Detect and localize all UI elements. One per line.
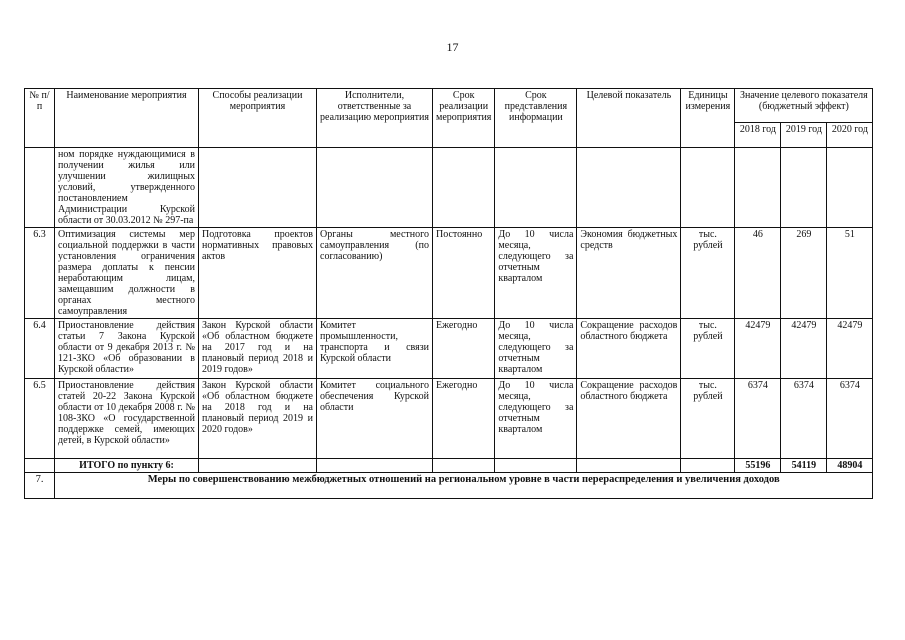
total-value-2018: 55196 <box>735 459 781 473</box>
total-value-2019: 54119 <box>781 459 827 473</box>
total-label: ИТОГО по пункту 6: <box>55 459 199 473</box>
total-empty-cell <box>25 459 55 473</box>
header-executors: Исполнители, ответственные за реализацию мероприятия <box>317 89 433 148</box>
row-value-2020 <box>827 148 873 228</box>
total-empty-cell <box>577 459 681 473</box>
row-value-2019 <box>781 148 827 228</box>
section-title: Меры по совершенствованию межбюджетных отношений на региональном уровне в части перераспределения и увеличения доходов <box>55 473 873 499</box>
row-value-2018 <box>735 148 781 228</box>
row-name: Приостановление действия статей 20-22 Закона Курской области от 10 декабря 2008 г. № 108-ЗКО «О государственной поддержке семей, имеющих детей, в Курской области» <box>55 379 199 459</box>
total-empty-cell <box>317 459 433 473</box>
row-period: Ежегодно <box>433 319 495 379</box>
row-value-2019: 42479 <box>781 319 827 379</box>
total-empty-cell <box>495 459 577 473</box>
total-value-2020: 48904 <box>827 459 873 473</box>
row-methods <box>199 148 317 228</box>
row-period: Ежегодно <box>433 379 495 459</box>
row-value-2020: 51 <box>827 228 873 319</box>
row-units <box>681 148 735 228</box>
row-methods: Закон Курской области «Об областном бюджете на 2017 год и на плановый период 2018 и 2019 годов» <box>199 319 317 379</box>
row-target: Сокращение расходов областного бюджета <box>577 319 681 379</box>
table-row <box>25 319 873 379</box>
row-no: 6.4 <box>25 319 55 379</box>
row-report: До 10 числа месяца, следующего за отчетным кварталом <box>495 228 577 319</box>
header-year-2020: 2020 год <box>827 123 873 148</box>
header-year-2018: 2018 год <box>735 123 781 148</box>
row-target: Экономия бюджетных средств <box>577 228 681 319</box>
row-units: тыс. рублей <box>681 228 735 319</box>
row-value-2018: 42479 <box>735 319 781 379</box>
row-executors: Органы местного самоуправления (по согласованию) <box>317 228 433 319</box>
table-row <box>25 228 873 319</box>
row-units: тыс. рублей <box>681 379 735 459</box>
total-empty-cell <box>433 459 495 473</box>
row-report: До 10 числа месяца, следующего за отчетным кварталом <box>495 319 577 379</box>
row-executors: Комитет промышленности, транспорта и связи Курской области <box>317 319 433 379</box>
header-year-2019: 2019 год <box>781 123 827 148</box>
table-row <box>25 379 873 459</box>
row-name: ном порядке нуждающимися в получении жилья или улучшении жилищных условий, утвержденного постановлением Администрации Курской области от 30.03.2012 № 297-па <box>55 148 199 228</box>
row-period: Постоянно <box>433 228 495 319</box>
row-no: 6.5 <box>25 379 55 459</box>
header-name: Наименование мероприятия <box>55 89 199 148</box>
row-name: Приостановление действия статьи 7 Закона Курской области от 9 декабря 2013 г. № 121-ЗКО «Об образовании в Курской области» <box>55 319 199 379</box>
row-report <box>495 148 577 228</box>
row-value-2019: 269 <box>781 228 827 319</box>
row-executors <box>317 148 433 228</box>
row-value-2020: 6374 <box>827 379 873 459</box>
row-target: Сокращение расходов областного бюджета <box>577 379 681 459</box>
row-report: До 10 числа месяца, следующего за отчетным кварталом <box>495 379 577 459</box>
header-no: № п/п <box>25 89 55 148</box>
row-executors: Комитет социального обеспечения Курской области <box>317 379 433 459</box>
table-row <box>25 148 873 228</box>
row-methods: Подготовка проектов нормативных правовых актов <box>199 228 317 319</box>
total-empty-cell <box>681 459 735 473</box>
header-report: Срок представления информации <box>495 89 577 148</box>
section-no: 7. <box>25 473 55 499</box>
row-value-2020: 42479 <box>827 319 873 379</box>
row-value-2018: 6374 <box>735 379 781 459</box>
row-methods: Закон Курской области «Об областном бюджете на 2018 год и на плановый период 2019 и 2020 годов» <box>199 379 317 459</box>
row-no <box>25 148 55 228</box>
row-no: 6.3 <box>25 228 55 319</box>
row-units: тыс. рублей <box>681 319 735 379</box>
total-row <box>25 459 873 473</box>
row-name: Оптимизация системы мер социальной поддержки в части установления ограничения размера доплаты к пенсии неработающим лицам, замещавшим должности в органах местного самоуправления <box>55 228 199 319</box>
header-value-group: Значение целевого показателя (бюджетный эффект) <box>735 89 873 123</box>
section-row <box>25 473 873 499</box>
row-value-2018: 46 <box>735 228 781 319</box>
row-target <box>577 148 681 228</box>
row-value-2019: 6374 <box>781 379 827 459</box>
header-methods: Способы реализации мероприятия <box>199 89 317 148</box>
row-period <box>433 148 495 228</box>
header-units: Единицы измерения <box>681 89 735 148</box>
page-number: 17 <box>446 40 459 54</box>
header-target: Целевой показатель <box>577 89 681 148</box>
header-period: Срок реализации мероприятия <box>433 89 495 148</box>
total-empty-cell <box>199 459 317 473</box>
measures-table <box>24 88 873 499</box>
